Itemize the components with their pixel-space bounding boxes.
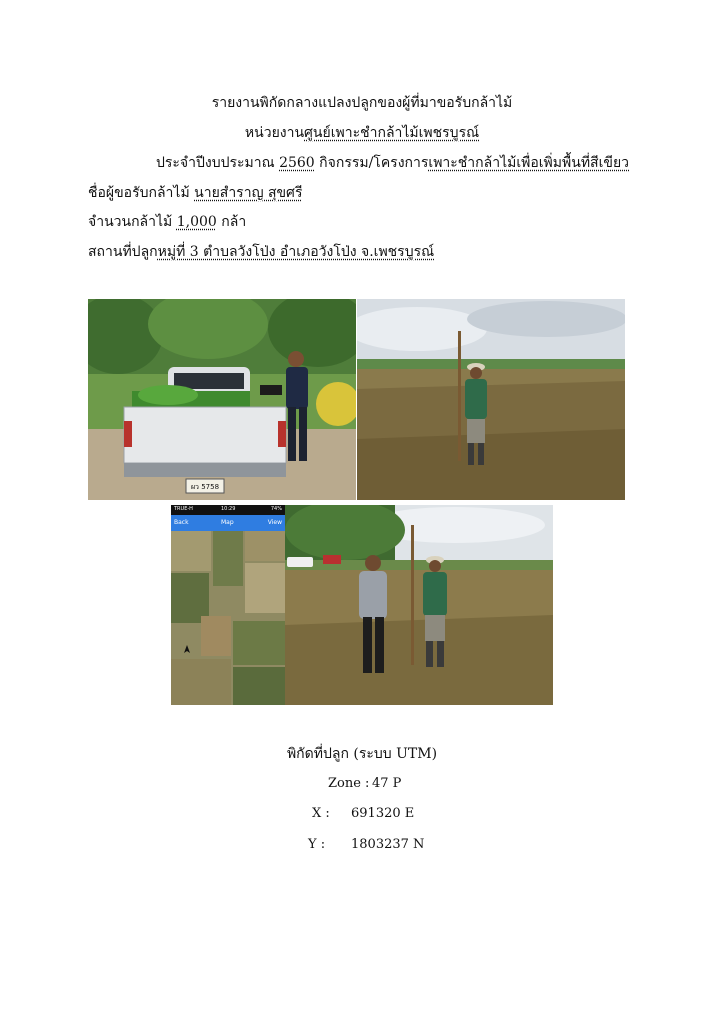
- unit-value: ศูนย์เพาะชำกล้าไม้เพชรบูรณ์: [304, 125, 480, 141]
- truck-plate: ผว 5758: [190, 483, 220, 491]
- recipient-name: นายสำราญ สุขศรี: [194, 185, 303, 201]
- location-label: สถานที่ปลูก: [88, 244, 158, 260]
- quantity-value: 1,000: [176, 214, 217, 230]
- phone-status-time: 10:29: [221, 506, 236, 512]
- photo-farmer-field: [357, 299, 625, 500]
- location-value: หมู่ที่ 3 ตำบลวังโป่ง อำเภอวังโป่ง จ.เพชรบูรณ์: [157, 244, 435, 260]
- phone-status-carrier: TRUE-H: [174, 506, 193, 512]
- quantity-unit: กล้า: [221, 214, 247, 230]
- zone-value: 47 P: [372, 776, 402, 791]
- phone-nav-back: Back: [174, 519, 189, 526]
- satellite-map: [171, 531, 285, 705]
- zone-label: Zone :: [328, 776, 370, 791]
- y-value: 1803237 N: [351, 837, 425, 852]
- coordinates-heading: พิกัดที่ปลูก (ระบบ UTM): [286, 746, 438, 762]
- report-title: รายงานพิกัดกลางแปลงปลูกของผู้ที่มาขอรับกล้าไม้: [211, 95, 513, 111]
- recipient-label: ชื่อผู้ขอรับกล้าไม้: [88, 185, 190, 201]
- unit-line: [0, 124, 724, 142]
- quantity-label: จำนวนกล้าไม้: [88, 214, 173, 230]
- fiscal-year: 2560: [279, 155, 315, 171]
- phone-nav-view: View: [267, 519, 282, 526]
- phone-status-bar: [171, 505, 285, 515]
- fiscal-label: ประจำปีงบประมาณ: [156, 155, 275, 171]
- phone-nav-title: Map: [221, 519, 234, 526]
- x-label: X :: [312, 806, 330, 821]
- activity-label: กิจกรรม/โครงการ: [319, 155, 429, 171]
- quantity-line: [88, 213, 246, 231]
- recipient-line: [88, 184, 302, 202]
- x-value: 691320 E: [351, 806, 415, 821]
- photo-phone-map: [171, 505, 285, 705]
- unit-label: หน่วยงาน: [244, 125, 305, 141]
- photo-two-people-field: [285, 505, 553, 705]
- photo-truck-seedlings: [88, 299, 356, 500]
- fiscal-line: [156, 154, 629, 172]
- phone-nav-bar: [171, 515, 285, 531]
- location-line: [88, 243, 434, 261]
- activity-value: เพาะชำกล้าไม้เพื่อเพิ่มพื้นที่สีเขียว: [428, 155, 630, 171]
- phone-status-battery: 74%: [270, 506, 282, 512]
- y-label: Y :: [308, 837, 326, 852]
